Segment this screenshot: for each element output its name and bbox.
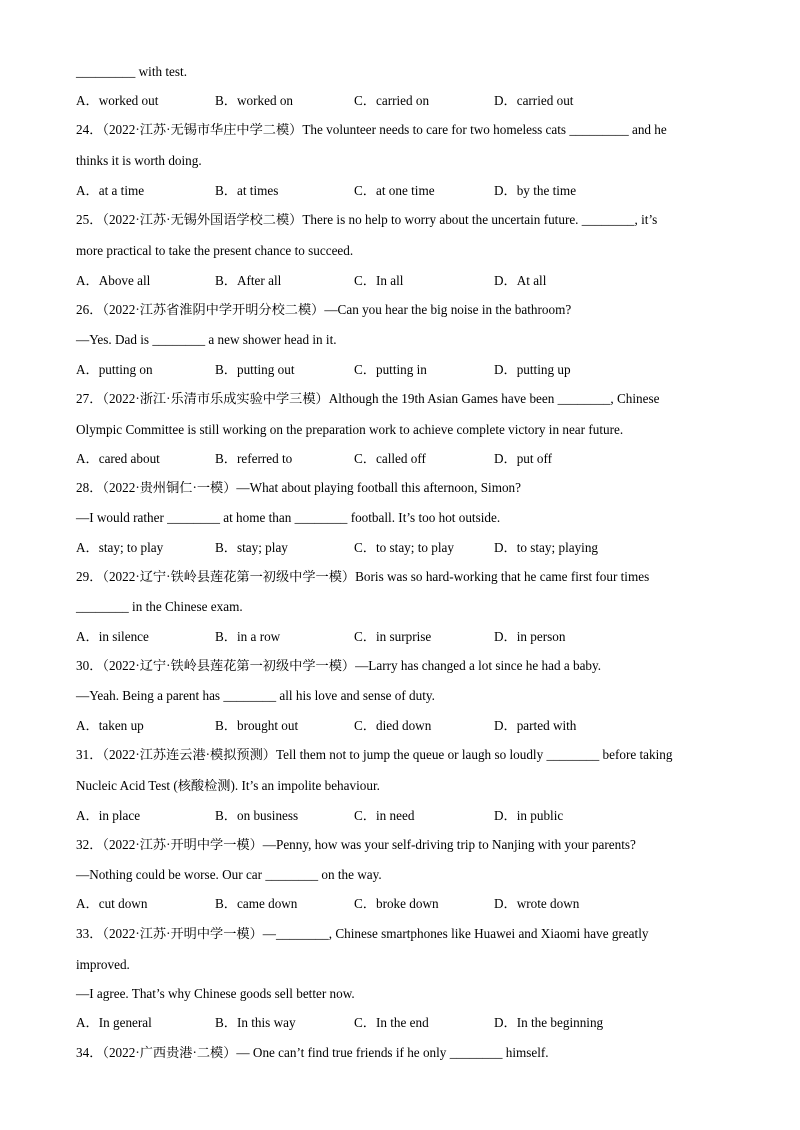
q27-stem: 27．（2022·浙江·乐清市乐成实验中学三模）Although the 19th Asian Games have been ________, Chinese [76,391,660,406]
q23-option-b: B．worked on [215,93,294,108]
q26-reply: —Yes. Dad is ________ a new shower head in it. [76,332,337,347]
q24-option-c: C．at one time [354,183,435,198]
q28-option-c: C．to stay; to play [354,540,455,555]
q31-option-d: D．in public [494,808,564,823]
q23-line-end: _________ with test. [76,64,187,79]
q27-option-d: D．put off [494,451,552,466]
q30-stem: 30．（2022·辽宁·铁岭县莲花第一初级中学一模）—Larry has changed a lot since he had a baby. [76,658,602,673]
q26-option-d: D．putting up [494,362,571,377]
q29-option-c: C．in surprise [354,629,432,644]
q29-option-b: B．in a row [215,629,281,644]
q25-options [76,273,736,289]
q27-options [76,451,736,467]
q27-stem-cont: Olympic Committee is still working on the preparation work to achieve complete victory in near future. [76,422,624,437]
q32-reply: —Nothing could be worse. Our car ________ on the way. [76,867,382,882]
q33-option-a: A．In general [76,1015,152,1030]
q25-stem-cont: more practical to take the present chance to succeed. [76,243,354,258]
q24-option-d: D．by the time [494,183,577,198]
q30-option-d: D．parted with [494,718,577,733]
q29-option-d: D．in person [494,629,566,644]
q29-option-a: A．in silence [76,629,149,644]
q25-option-a: A．Above all [76,273,151,288]
q32-options [76,896,736,912]
q28-option-d: D．to stay; playing [494,540,599,555]
q29-options [76,629,736,645]
q34-stem: 34．（2022·广西贵港·二模）— One can’t find true friends if he only ________ himself. [76,1045,549,1060]
q28-option-a: A．stay; to play [76,540,164,555]
q26-options [76,362,736,378]
q33-option-c: C．In the end [354,1015,429,1030]
q25-option-b: B．After all [215,273,282,288]
q27-option-c: C．called off [354,451,426,466]
q32-option-b: B．came down [215,896,298,911]
q33-option-b: B．In this way [215,1015,296,1030]
q28-options [76,540,736,556]
q25-option-c: C．In all [354,273,404,288]
q23-options [76,93,736,109]
q24-stem: 24．（2022·江苏·无锡市华庄中学二模）The volunteer needs to care for two homeless cats _________ and he [76,122,667,137]
q31-option-a: A．in place [76,808,141,823]
q33-stem: 33．（2022·江苏·开明中学一模）—________, Chinese smartphones like Huawei and Xiaomi have greatly [76,926,649,941]
q28-option-b: B．stay; play [215,540,288,555]
q32-option-a: A．cut down [76,896,148,911]
q25-option-d: D．At all [494,273,547,288]
q29-stem: 29．（2022·辽宁·铁岭县莲花第一初级中学一模）Boris was so hard-working that he came first four times [76,569,650,584]
q30-option-a: A．taken up [76,718,144,733]
q27-option-a: A．cared about [76,451,160,466]
q33-reply: —I agree. That’s why Chinese goods sell better now. [76,986,355,1001]
q31-option-c: C．in need [354,808,415,823]
q26-stem: 26．（2022·江苏省淮阴中学开明分校二模）—Can you hear the big noise in the bathroom? [76,302,572,317]
q26-option-a: A．putting on [76,362,153,377]
q33-options [76,1015,736,1031]
q31-stem: 31．（2022·江苏连云港·模拟预测）Tell them not to jump the queue or laugh so loudly ________ before taking [76,747,673,762]
q27-option-b: B．referred to [215,451,293,466]
q30-reply: —Yeah. Being a parent has ________ all his love and sense of duty. [76,688,435,703]
q26-option-c: C．putting in [354,362,427,377]
q28-stem: 28．（2022·贵州铜仁·一模）—What about playing football this afternoon, Simon? [76,480,522,495]
q33-option-d: D．In the beginning [494,1015,604,1030]
q30-option-c: C．died down [354,718,432,733]
q33-stem-cont: improved. [76,957,130,972]
q24-option-a: A．at a time [76,183,145,198]
q31-stem-cont: Nucleic Acid Test (核酸检测). It’s an impolite behaviour. [76,778,380,793]
q23-option-a: A．worked out [76,93,159,108]
q24-option-b: B．at times [215,183,279,198]
q30-option-b: B．brought out [215,718,299,733]
q29-stem-cont: ________ in the Chinese exam. [76,599,243,614]
q25-stem: 25．（2022·江苏·无锡外国语学校二模）There is no help to worry about the uncertain future. ________, it’s [76,212,658,227]
q26-option-b: B．putting out [215,362,295,377]
q28-reply: —I would rather ________ at home than ________ football. It’s too hot outside. [76,510,501,525]
q23-option-d: D．carried out [494,93,574,108]
q31-option-b: B．on business [215,808,299,823]
q24-stem-cont: thinks it is worth doing. [76,153,202,168]
q32-option-c: C．broke down [354,896,439,911]
q24-options [76,183,736,199]
q30-options [76,718,736,734]
q23-option-c: C．carried on [354,93,430,108]
q32-stem: 32．（2022·江苏·开明中学一模）—Penny, how was your self-driving trip to Nanjing with your parents? [76,837,636,852]
q31-options [76,808,736,824]
q32-option-d: D．wrote down [494,896,580,911]
